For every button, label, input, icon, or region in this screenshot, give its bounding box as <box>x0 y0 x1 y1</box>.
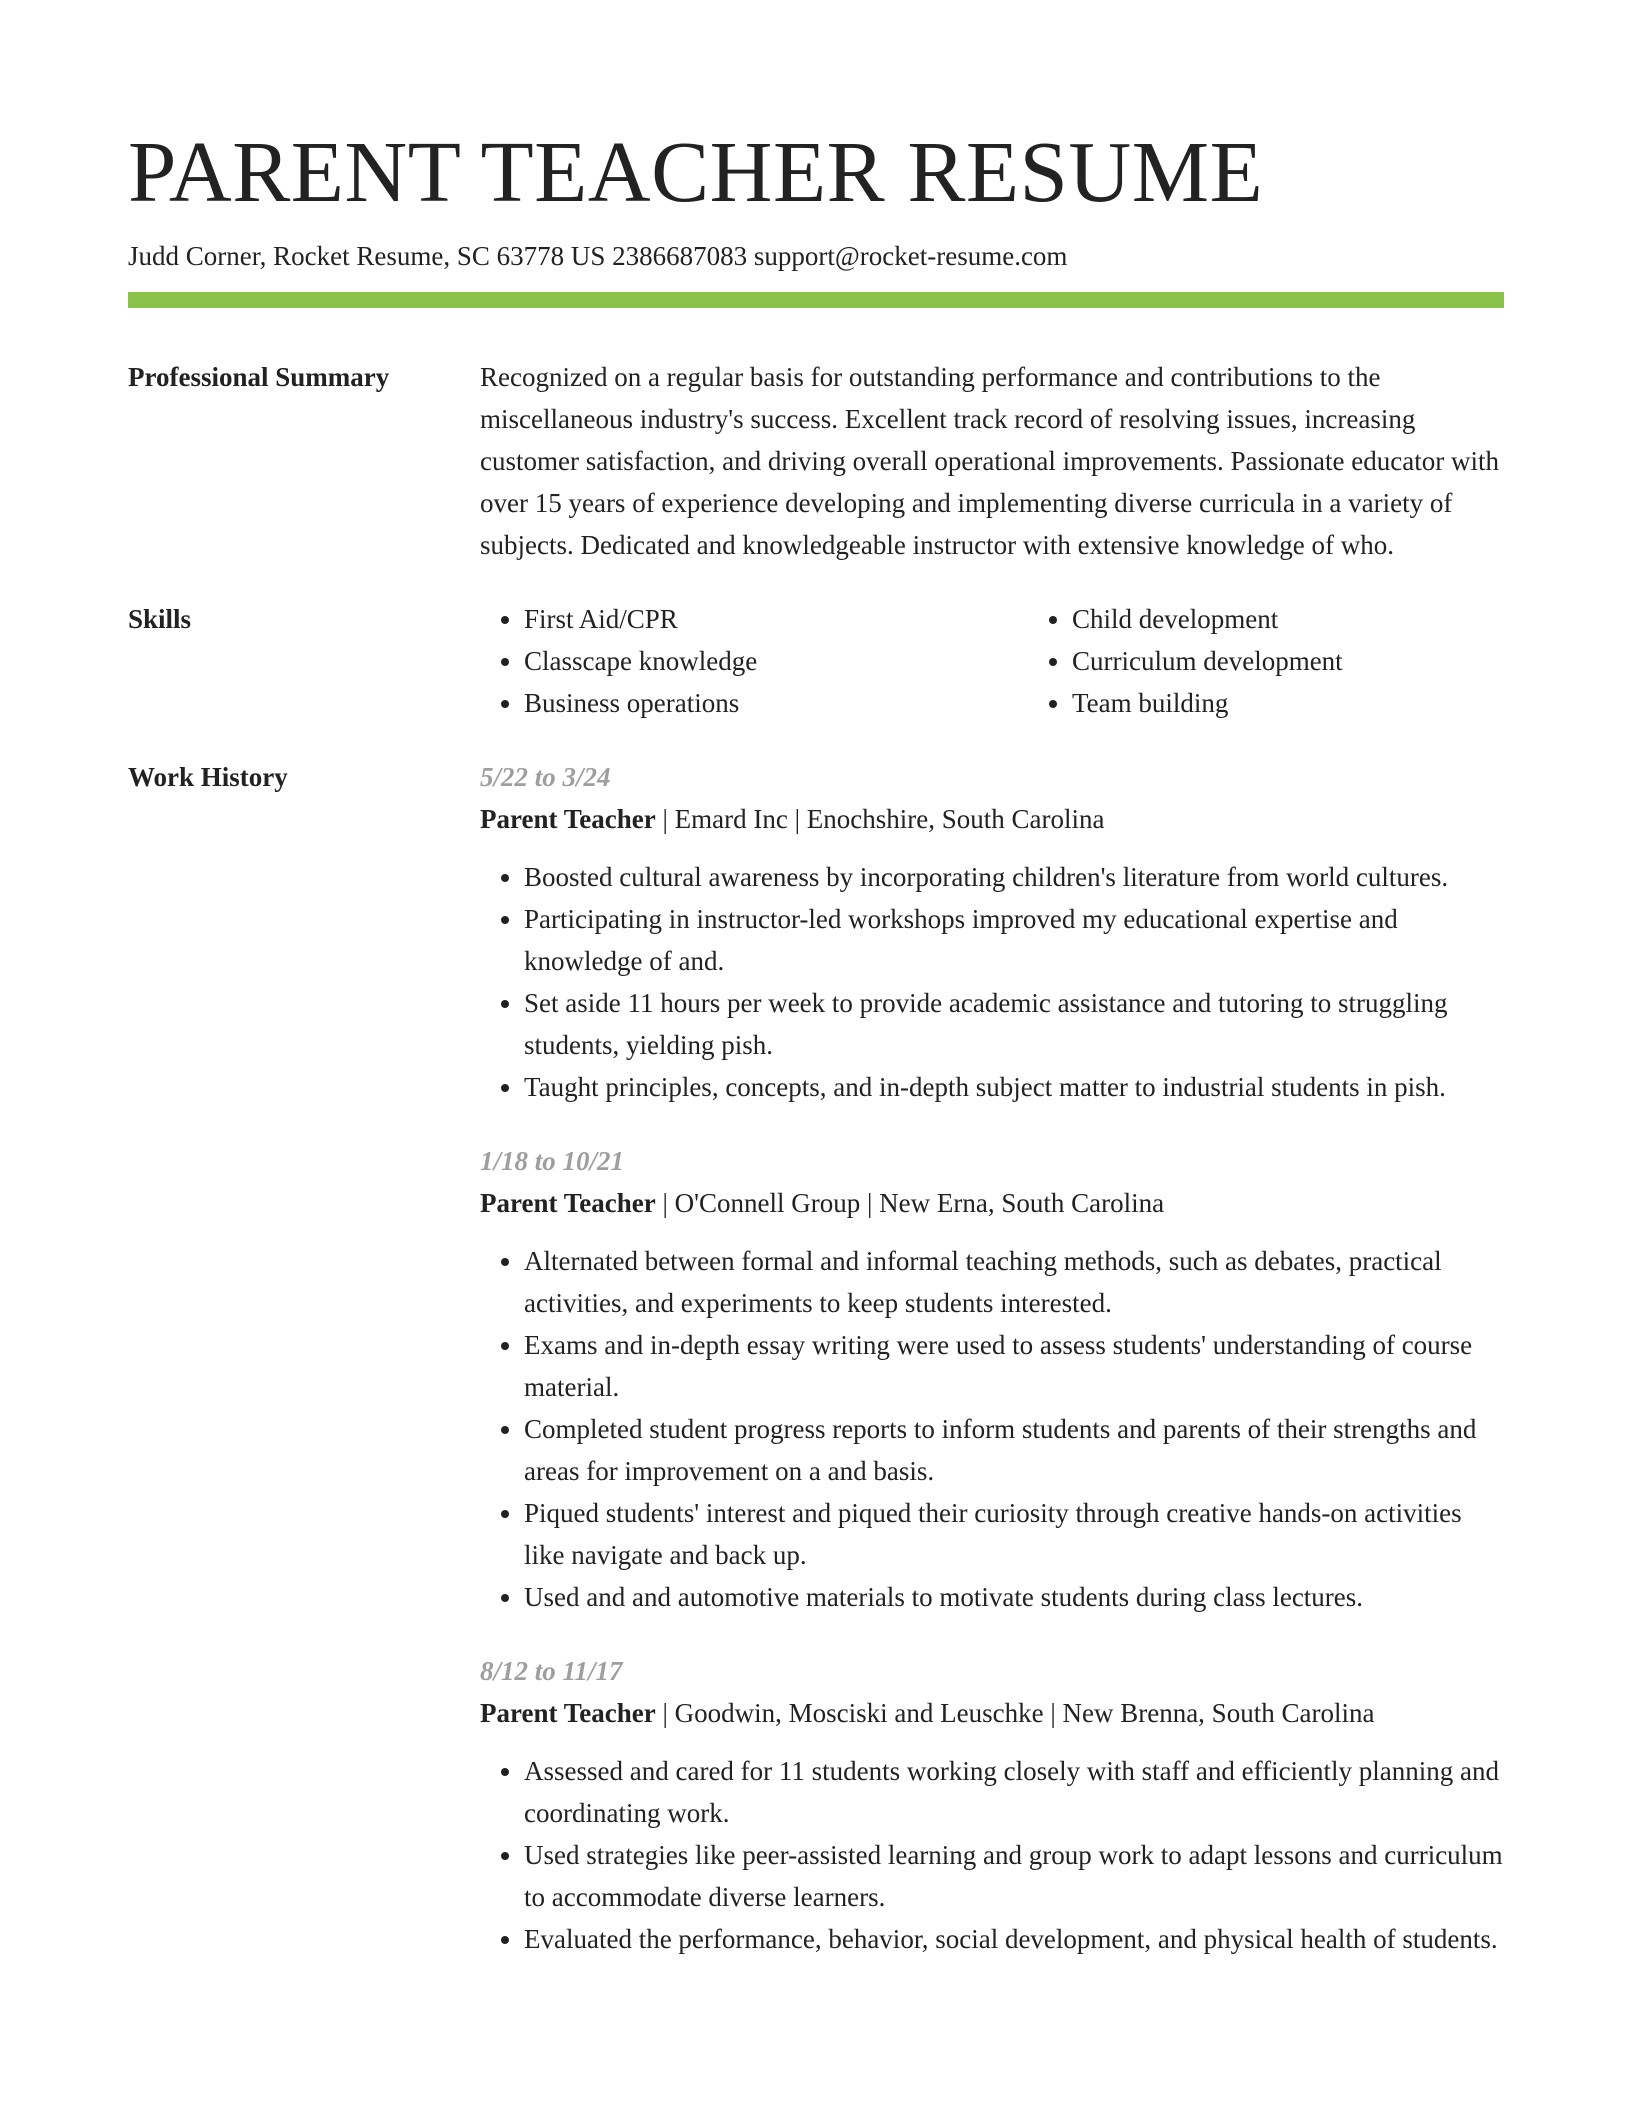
job-duty: • Piqued students' interest and piqued their curiosity through creative hands-on activities like navigate and back up. <box>524 1492 1504 1576</box>
job-duty: • Participating in instructor-led workshops improved my educational expertise and knowledge of and. <box>524 898 1504 982</box>
job-entry <box>480 756 1504 1108</box>
job-duty: • Evaluated the performance, behavior, social development, and physical health of students. <box>524 1918 1504 1960</box>
job-entry <box>480 1650 1504 1960</box>
skill-item: • Child development <box>1072 598 1576 640</box>
job-employer-location: | O'Connell Group | New Erna, South Carolina <box>655 1188 1165 1218</box>
skills-column-left <box>480 598 1028 724</box>
job-title: Parent Teacher <box>480 1698 656 1728</box>
job-dates: 1/18 to 10/21 <box>480 1146 625 1176</box>
section-heading: Work History <box>128 762 288 792</box>
job-duty: • Exams and in-depth essay writing were used to assess students' understanding of course material. <box>524 1324 1504 1408</box>
skill-item: • Team building <box>1072 682 1576 724</box>
skills-column-right <box>1028 598 1576 724</box>
professional-summary-section <box>128 356 1504 566</box>
header-divider <box>128 292 1504 308</box>
job-title: Parent Teacher <box>480 1188 656 1218</box>
job-duty: • Alternated between formal and informal teaching methods, such as debates, practical activities, and experiments to keep students interested. <box>524 1240 1504 1324</box>
job-duty: • Assessed and cared for 11 students working closely with staff and efficiently planning and coordinating work. <box>524 1750 1504 1834</box>
job-dates: 5/22 to 3/24 <box>480 762 611 792</box>
job-duty: • Used and and automotive materials to motivate students during class lectures. <box>524 1576 1504 1618</box>
job-employer-location: | Goodwin, Mosciski and Leuschke | New Brenna, South Carolina <box>655 1698 1375 1728</box>
section-heading: Professional Summary <box>128 362 390 392</box>
job-heading <box>480 1182 1504 1224</box>
job-duty: • Completed student progress reports to inform students and parents of their strengths and areas for improvement on a and basis. <box>524 1408 1504 1492</box>
job-duties <box>480 1240 1504 1618</box>
job-employer-location: | Emard Inc | Enochshire, South Carolina <box>655 804 1105 834</box>
job-entry <box>480 1140 1504 1618</box>
job-duty: • Taught principles, concepts, and in-depth subject matter to industrial students in pish. <box>524 1066 1504 1108</box>
section-heading: Skills <box>128 604 192 634</box>
skills-section <box>128 598 1504 724</box>
skill-item: • Business operations <box>524 682 1028 724</box>
job-heading <box>480 798 1504 840</box>
resume-title: PARENT TEACHER RESUME <box>128 123 1264 220</box>
job-duty: • Boosted cultural awareness by incorporating children's literature from world cultures. <box>524 856 1504 898</box>
summary-text: Recognized on a regular basis for outstanding performance and contributions to the miscellaneous industry's success. Excellent track record of resolving issues, increasing customer satisfaction, and driving overall operational improvements. Passionate educator with over 15 years of experience developing and implementing diverse curricula in a variety of subjects. Dedicated and knowledgeable instructor with extensive knowledge of who. <box>480 362 1499 560</box>
contact-line: Judd Corner, Rocket Resume, SC 63778 US 2386687083 support@rocket-resume.com <box>128 241 1068 271</box>
skill-item: • Curriculum development <box>1072 640 1576 682</box>
job-dates: 8/12 to 11/17 <box>480 1656 623 1686</box>
skills-grid <box>480 598 1576 724</box>
job-duty: • Set aside 11 hours per week to provide academic assistance and tutoring to struggling students, yielding pish. <box>524 982 1504 1066</box>
resume-page <box>128 120 1504 1992</box>
skill-item: • Classcape knowledge <box>524 640 1028 682</box>
job-title: Parent Teacher <box>480 804 656 834</box>
job-heading <box>480 1692 1504 1734</box>
job-duties <box>480 1750 1504 1960</box>
job-duties <box>480 856 1504 1108</box>
job-duty: • Used strategies like peer-assisted learning and group work to adapt lessons and curriculum to accommodate diverse learners. <box>524 1834 1504 1918</box>
skill-item: • First Aid/CPR <box>524 598 1028 640</box>
work-history-section <box>128 756 1504 1992</box>
